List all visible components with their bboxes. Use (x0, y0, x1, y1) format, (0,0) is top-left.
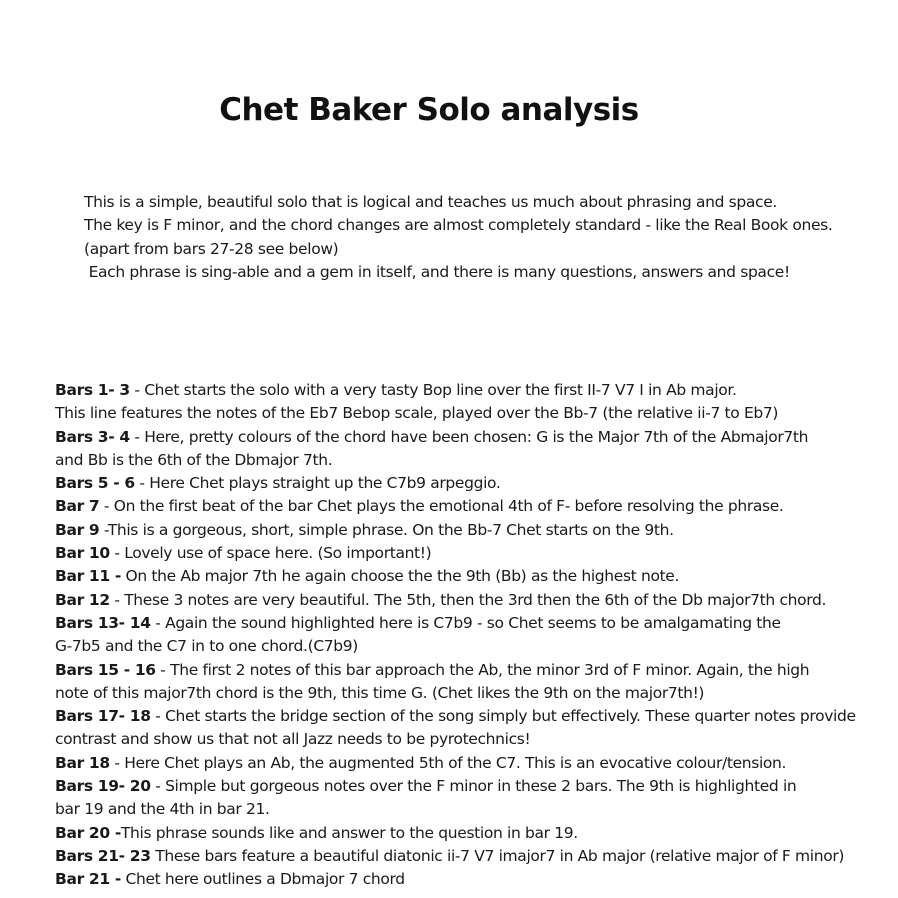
bar-note (55, 589, 885, 612)
bar-note (55, 822, 885, 845)
bar-label: Bars 21- 23 (55, 846, 151, 865)
bar-label: Bars 15 - 16 (55, 660, 156, 679)
bar-text: - Here Chet plays straight up the C7b9 arpeggio. (134, 474, 501, 493)
bar-note (55, 565, 885, 588)
bar-text: - Here, pretty colours of the chord have been chosen: G is the Major 7th of the Abmajor7th and Bb is the 6th of the Dbmajor 7th. (55, 427, 809, 469)
bar-text: - The first 2 notes of this bar approach the Ab, the minor 3rd of F minor. Again, the high note of this major7th chord is the 9th, this time G. (Chet likes the 9th on the major7th!) (55, 660, 810, 702)
bar-label: Bars 3- 4 (55, 427, 130, 446)
bar-note (55, 612, 795, 659)
bar-text: - Lovely use of space here. (So important!) (109, 544, 432, 563)
bar-text: - Simple but gorgeous notes over the F minor in these 2 bars. The 9th is highlighted in bar 19 and the 4th in bar 21. (55, 777, 797, 819)
bar-label: Bars 1- 3 (55, 381, 130, 399)
bar-text: This phrase sounds like and answer to the question in bar 19. (120, 823, 578, 842)
bar-label: Bar 12 (55, 590, 110, 609)
bar-note (55, 752, 885, 775)
bar-label: Bars 13- 14 (55, 613, 151, 632)
bar-note (55, 379, 885, 402)
bar-label: Bar 21 - (55, 870, 121, 889)
bar-note (55, 542, 885, 565)
bar-label: Bar 20 - (55, 823, 121, 842)
bar-text: - Here Chet plays an Ab, the augmented 5th of the C7. This is an evocative colour/tension. (109, 753, 787, 772)
bar-text: -This is a gorgeous, short, simple phrase. On the Bb-7 Chet starts on the 9th. (99, 520, 674, 539)
bar-label: Bars 17- 18 (55, 707, 151, 726)
bar-label: Bar 10 (55, 544, 110, 563)
bar-note (55, 705, 885, 752)
bar-label: Bar 9 (55, 520, 100, 539)
bar-note (55, 519, 885, 542)
bar-text: This line features the notes of the Eb7 Bebop scale, played over the Bb-7 (the relative ii-7 to Eb7) (55, 404, 779, 423)
bar-label: Bar 18 (55, 753, 110, 772)
bar-text: These bars feature a beautiful diatonic ii-7 V7 imajor7 in Ab major (relative major of F minor) (150, 846, 845, 865)
bar-text: - Chet starts the solo with a very tasty Bop line over the first II-7 V7 I in Ab major. (129, 381, 737, 399)
bar-note (55, 775, 815, 822)
bar-notes-section (55, 379, 885, 892)
bar-label: Bar 11 - (55, 567, 121, 586)
bar-note (55, 868, 885, 891)
intro-section (84, 191, 884, 284)
bar-text: - These 3 notes are very beautiful. The 5th, then the 3rd then the 6th of the Db major7th chord. (109, 590, 827, 609)
bar-note (55, 426, 825, 473)
bar-text: - Again the sound highlighted here is C7b9 - so Chet seems to be amalgamating the G-7b5 and the C7 in to one chord.(C7b9) (55, 613, 781, 656)
bar-text: Chet here outlines a Dbmajor 7 chord (120, 870, 405, 889)
bar-text: - On the first beat of the bar Chet plays the emotional 4th of F- before resolving the phrase. (99, 497, 784, 516)
page-title: Chet Baker Solo analysis (219, 92, 639, 128)
intro-line: Each phrase is sing-able and a gem in itself, and there is many questions, answers and space! (84, 262, 790, 281)
intro-line: (apart from bars 27-28 see below) (84, 239, 339, 258)
bar-label: Bar 7 (55, 497, 100, 516)
bar-note (55, 402, 885, 425)
intro-line: This is a simple, beautiful solo that is logical and teaches us much about phrasing and space. (84, 193, 777, 211)
bar-label: Bars 19- 20 (55, 777, 151, 796)
bar-note (55, 845, 885, 868)
bar-note (55, 659, 825, 706)
intro-line: The key is F minor, and the chord changes are almost completely standard - like the Real Book ones. (84, 216, 833, 235)
bar-note (55, 495, 885, 518)
bar-label: Bars 5 - 6 (55, 474, 135, 493)
bar-note (55, 472, 885, 495)
bar-text: On the Ab major 7th he again choose the the 9th (Bb) as the highest note. (120, 567, 680, 586)
bar-text: - Chet starts the bridge section of the song simply but effectively. These quarter notes provide contrast and show us that not all Jazz needs to be pyrotechnics! (55, 707, 856, 749)
